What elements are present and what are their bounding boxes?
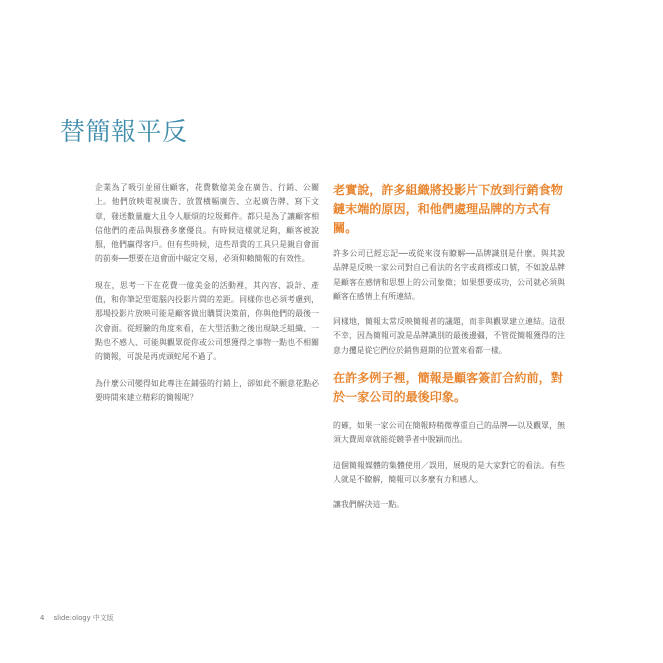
body-paragraph: 讓我們解決這一點。	[333, 500, 405, 510]
body-paragraph: 的確，如果一家公司在簡報時稍微尊重自己的品牌──以及觀眾，無須大費周章就能從競爭者中脫穎而出。	[333, 421, 565, 445]
left-column	[95, 181, 319, 417]
body-paragraph: 同樣地，簡報太常反映簡報者的議題，而非與觀眾建立連結。這很不幸，因為簡報可說是品牌識別的最後邊疆，不管從簡報獲得的注意力攫是從它們位於銷售週期的位置來看都一樣。	[333, 317, 565, 355]
page-footer	[40, 612, 114, 622]
right-column	[333, 181, 565, 524]
book-title: slide:ology 中文版	[53, 614, 114, 622]
section-heading: 在許多例子裡，簡報是顧客簽訂合約前，對於一家公司的最後印象。	[333, 371, 563, 405]
body-paragraph: 企業為了吸引並留住顧客，花費數億美金在廣告、行銷、公關上。他們放映電視廣告、放置橫幅廣告、立起廣告牌、寫下文章，發送數量龐大且令人厭煩的垃圾郵件。都只是為了讓顧客相信他們的產品與服務多麼優良。有時候這樣就足夠，顧客被說服，他們贏得客戶。但有些時候，這些昂貴的工具只是親自會面的前奏──想要在這會面中敲定交易，必須仰賴簡報的有效性。	[95, 183, 319, 264]
section-heading: 老實說，許多組織將投影片下放到行銷食物鏈末端的原因，和他們處理品牌的方式有關。	[333, 183, 563, 235]
body-paragraph: 這個簡報媒體的集體使用／誤用，展現的是大家對它的看法。有些人就是不瞭解，簡報可以多麼有力和感人。	[333, 460, 565, 484]
page-title: 替簡報平反	[60, 117, 188, 146]
body-paragraph: 為什麼公司變得如此專注在鋪張的行銷上，卻如此不願意花點必要時間來建立精彩的簡報呢？	[95, 378, 319, 402]
body-paragraph: 現在，思考一下在花費一億美金的活動裡，其內容、設計、產值，和你筆記型電腦內投影片間的差距。同樣你也必須考慮到，那場投影片放映可能是顧客做出購買決策前，你與他們的最後一次會面。從經驗的角度來看，在大型活動之後出現缺乏組織、一點也不感人、可能與觀眾從你或公司想獲得之事物一點也不相關的簡報，可說是再虎頭蛇尾不過了。	[95, 280, 319, 362]
page-number: 4	[40, 614, 45, 622]
body-paragraph: 許多公司已經忘記──或從來沒有瞭解──品牌識別是什麼。與其說品牌是反映一家公司對自己看法的名字或商標或口號，不如說品牌是顧客在感情和思想上的公司象徵；如果想要成功，公司就必須與顧客在感情上有所連結。	[333, 249, 565, 301]
